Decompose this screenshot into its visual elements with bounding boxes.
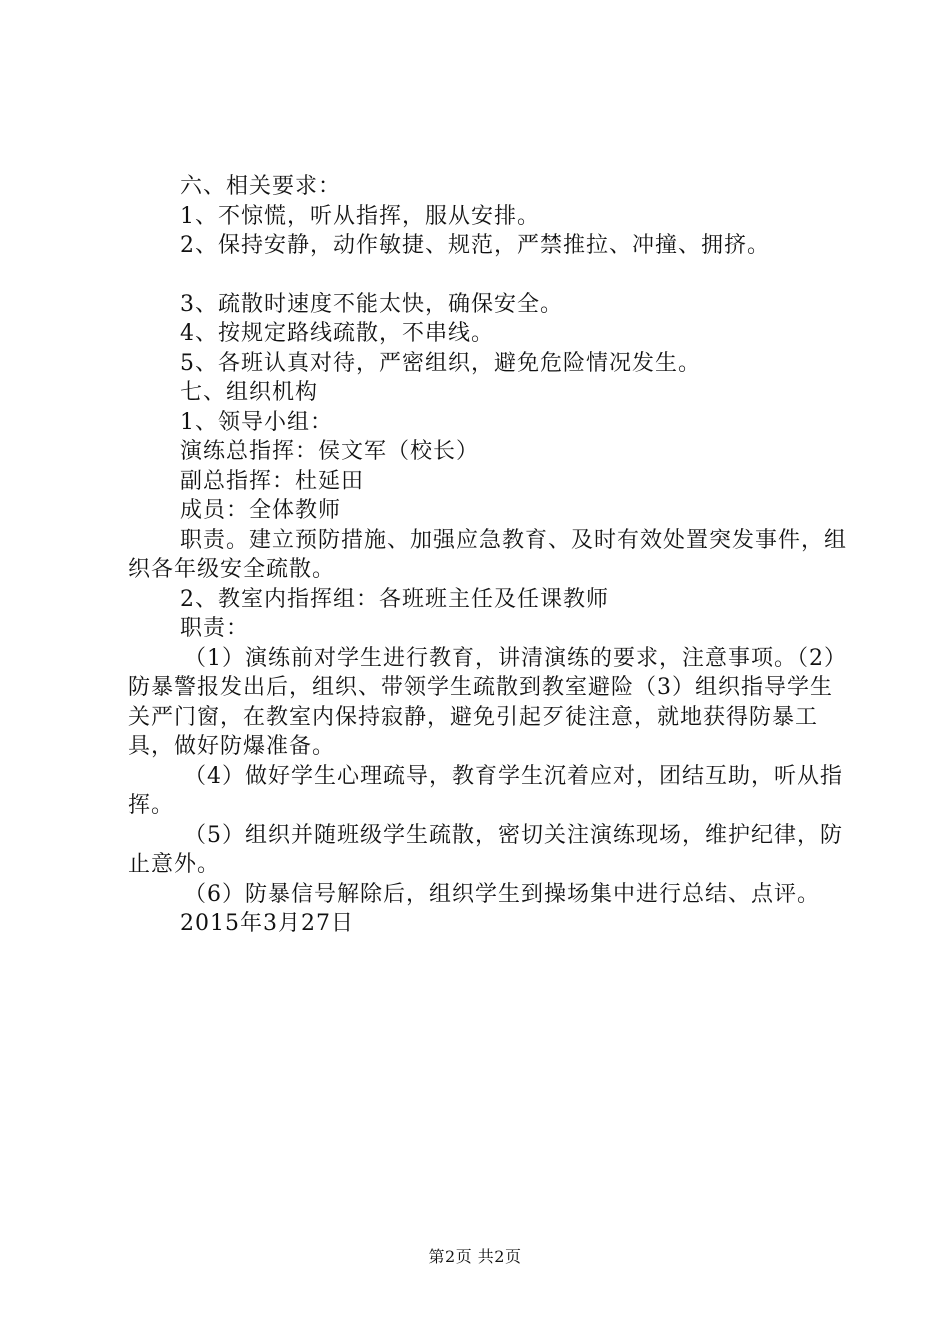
document-date: 2015年3月27日 xyxy=(180,911,354,936)
blank-line xyxy=(128,261,848,290)
document-body xyxy=(128,172,848,939)
leadership-duties: 职责。建立预防措施、加强应急教育、及时有效处置突发事件，组织各年级安全疏散。 xyxy=(128,527,848,582)
classroom-command-group-heading: 2、教室内指挥组：各班班主任及任课教师 xyxy=(180,586,609,612)
duty-item-6: （6）防暴信号解除后，组织学生到操场集中进行总结、点评。 xyxy=(184,881,820,907)
section-heading-requirements: 六、相关要求： xyxy=(180,174,342,199)
requirement-item-2: 2、保持安静，动作敏捷、规范，严禁推拉、冲撞、拥挤。 xyxy=(180,233,770,258)
classroom-duties-heading: 职责： xyxy=(180,616,250,641)
requirement-item-5: 5、各班认真对待，严密组织，避免危险情况发生。 xyxy=(180,350,701,376)
requirement-item-3: 3、疏散时速度不能太快，确保安全。 xyxy=(180,291,563,317)
chief-commander: 演练总指挥：侯文军（校长） xyxy=(180,439,480,464)
section-heading-organization: 七、组织机构 xyxy=(180,380,319,405)
duty-item-4: （4）做好学生心理疏导，教育学生沉着应对，团结互助，听从指挥。 xyxy=(128,763,843,818)
requirement-item-4: 4、按规定路线疏散，不串线。 xyxy=(180,321,494,346)
page-number-footer: 第2页 共2页 xyxy=(428,1247,522,1266)
leadership-group-heading: 1、领导小组： xyxy=(180,409,333,435)
deputy-commander: 副总指挥：杜延田 xyxy=(180,468,365,494)
requirement-item-1: 1、不惊慌，听从指挥，服从安排。 xyxy=(180,203,540,229)
duty-item-5: （5）组织并随班级学生疏散，密切关注演练现场，维护纪律，防止意外。 xyxy=(128,822,843,877)
duty-items-1-3: （1）演练前对学生进行教育，讲清演练的要求，注意事项。（2）防暴警报发出后，组织、带领学生疏散到教室避险（3）组织指导学生关严门窗，在教室内保持寂静，避免引起歹徒注意，就地获得防暴工具，做好防爆准备。 xyxy=(128,645,847,759)
members: 成员：全体教师 xyxy=(180,498,342,523)
